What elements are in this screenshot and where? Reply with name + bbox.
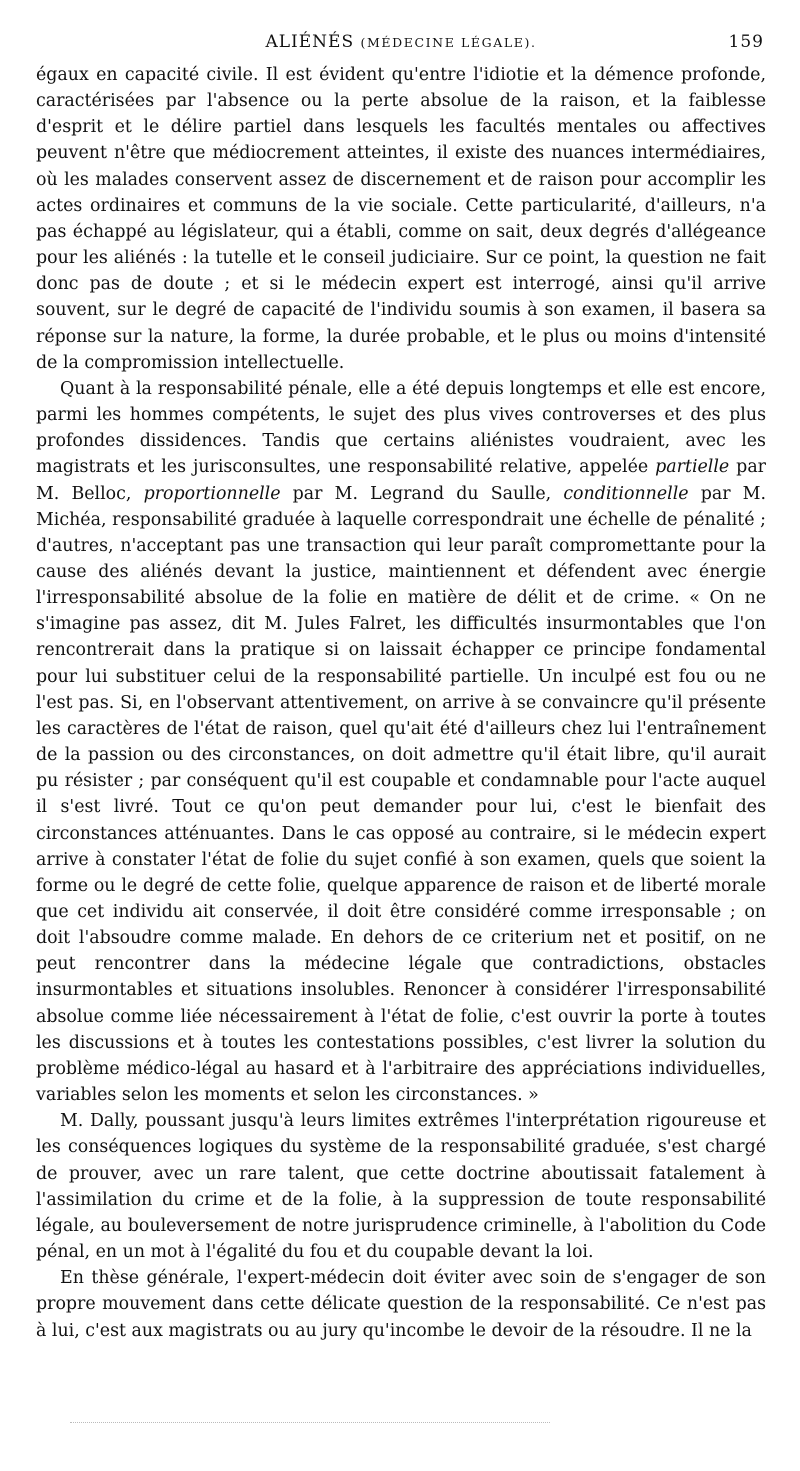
paragraph-1: égaux en capacité civile. Il est évident qu'entre l'idiotie et la démence profonde, caractérisées par l'absence ou la perte absolue de la raison, et la faiblesse d'esprit et le délire partiel dans lesquels les facultés mentales ou affectives peuvent n'être que médiocrement atteintes, il existe des nuances intermédiaires, où les malades conservent assez de discernement et de raison pour accomplir les actes ordinaires et communs de la vie sociale. Cette particularité, d'ailleurs, n'a pas échappé au législateur, qui a établi, comme on sait, deux degrés d'allégeance pour les aliénés : la tutelle et le conseil judiciaire. Sur ce point, la question ne fait donc pas de doute ; et si le médecin expert est interrogé, ainsi qu'il arrive souvent, sur le degré de capacité de l'individu soumis à son examen, il basera sa réponse sur la nature, la forme, la durée probable, et le plus ou moins d'intensité de la compromission intellectuelle. xyxy=(36,65,766,373)
paragraph-4: En thèse générale, l'expert-médecin doit éviter avec soin de s'engager de son propre mouvement dans cette délicate question de la responsabilité. Ce n'est pas à lui, c'est aux magistrats ou au jury qu'incombe le devoir de la résoudre. Il ne la xyxy=(36,1268,766,1341)
header-title: ALIÉNÉS xyxy=(265,32,355,52)
header-subtitle: (MÉDECINE LÉGALE). xyxy=(360,35,537,50)
paragraph-3: M. Dally, poussant jusqu'à leurs limites extrêmes l'interprétation rigoureuse et les conséquences logiques du système de la responsabilité graduée, s'est chargé de prouver, avec un rare talent, que cette doctrine aboutissait fatalement à l'assimilation du crime et de la folie, à la suppression de toute responsabilité légale, au bouleversement de notre jurisprudence criminelle, à l'abolition du Code pénal, en un mot à l'égalité du fou et du coupable devant la loi. xyxy=(36,1111,766,1263)
paragraph-2-part-3: par M. Legrand du Saulle, xyxy=(280,483,564,504)
running-head-title xyxy=(36,32,766,52)
italic-term-proportionnelle: proportionnelle xyxy=(143,483,281,504)
paragraph-2-part-2: par M. Belloc, xyxy=(36,457,766,504)
paragraph-2 xyxy=(36,376,766,1108)
page-number: 159 xyxy=(728,32,764,52)
book-page xyxy=(36,28,766,1344)
italic-term-conditionnelle: conditionnelle xyxy=(563,483,689,504)
bottom-margin-mark xyxy=(70,1422,550,1423)
paragraph-2-part-4: par M. Michéa, responsabilité graduée à laquelle correspondrait une échelle de pénalité ; d'autres, n'acceptant pas une transaction qui leur paraît compromettante pour la cause des aliénés devant la justice, maintiennent et défendent avec énergie l'irresponsabilité absolue de la folie en matière de délit et de crime. « On ne s'imagine pas assez, dit M. Jules Falret, les difficultés insurmontables que l'on rencontrerait dans la pratique si on laissait échapper ce principe fondamental pour lui substituer celui de la responsabilité partielle. Un inculpé est fou ou ne l'est pas. Si, en l'observant attentivement, on arrive à se convaincre qu'il présente les caractères de l'état de raison, quel qu'ait été d'ailleurs chez lui l'entraînement de la passion ou des circonstances, on doit admettre qu'il était libre, qu'il aurait pu résister ; par conséquent qu'il est coupable et condamnable pour l'acte auquel il s'est livré. Tout ce qu'on peut demander pour lui, c'est le bienfait des circonstances atténuantes. Dans le cas opposé au contraire, si le médecin expert arrive à constater l'état de folie du sujet confié à son examen, quels que soient la forme ou le degré de cette folie, quelque apparence de raison et de liberté morale que cet individu ait conservée, il doit être considéré comme irresponsable ; on doit l'absoudre comme malade. En dehors de ce criterium net et positif, on ne peut rencontrer dans la médecine légale que contradictions, obstacles insurmontables et situations insolubles. Renoncer à considérer l'irresponsabilité absolue comme liée nécessairement à l'état de folie, c'est ouvrir la porte à toutes les discussions et à toutes les contestations possibles, c'est livrer la solution du problème médico-légal au hasard et à l'arbitraire des appréciations individuelles, variables selon les moments et selon les circonstances. » xyxy=(36,483,766,1106)
body-text xyxy=(36,62,766,1344)
running-header xyxy=(36,28,766,62)
paragraph-2-part-1: Quant à la responsabilité pénale, elle a été depuis longtemps et elle est encore, parmi les hommes compétents, le sujet des plus vives controverses et des plus profondes dissidences. Tandis que certains aliénistes voudraient, avec les magistrats et les jurisconsultes, une responsabilité relative, appelée xyxy=(36,378,766,478)
italic-term-partielle: partielle xyxy=(655,457,730,478)
